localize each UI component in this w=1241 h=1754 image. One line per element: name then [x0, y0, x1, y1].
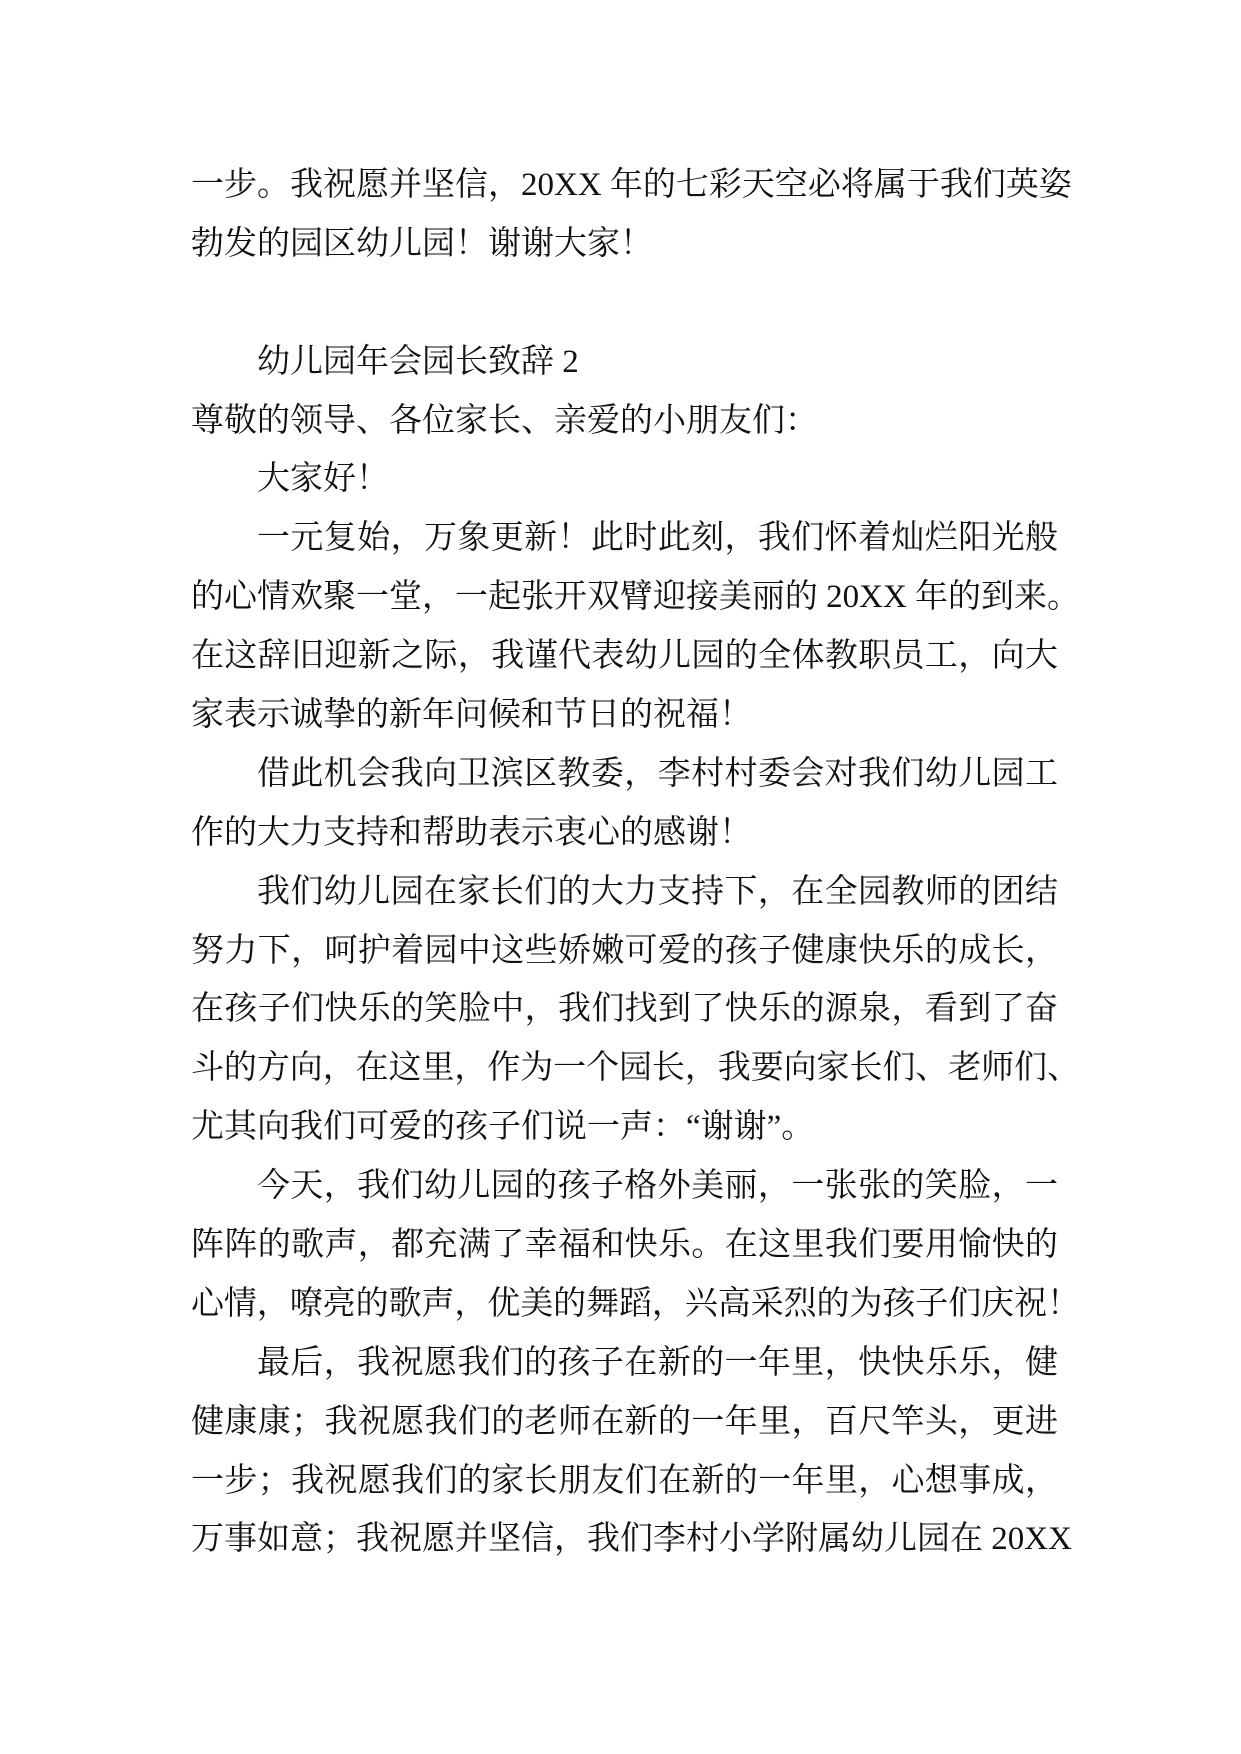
text-line: 努力下，呵护着园中这些娇嫩可爱的孩子健康快乐的成长， — [191, 932, 1059, 969]
text-line: 的心情欢聚一堂，一起张开双臂迎接美丽的 20XX 年的到来。 — [191, 579, 1080, 616]
salutation: 尊敬的领导、各位家长、亲爱的小朋友们： — [191, 402, 818, 439]
paragraph-celebration — [191, 1157, 1080, 1334]
text-line: 大家好！ — [257, 461, 389, 498]
text-line: 尤其向我们可爱的孩子们说一声：“谢谢”。 — [191, 1109, 815, 1146]
text-line: 我们幼儿园在家长们的大力支持下，在全园教师的团结 — [257, 873, 1059, 910]
paragraph-new-year — [191, 509, 1080, 745]
text-line: 一元复始，万象更新！此时此刻，我们怀着灿烂阳光般 — [257, 520, 1059, 557]
text-line: 家表示诚挚的新年问候和节日的祝福！ — [191, 697, 752, 734]
section-heading: 幼儿园年会园长致辞 2 — [257, 343, 579, 380]
text-line: 心情，嘹亮的歌声，优美的舞蹈，兴高采烈的为孩子们庆祝！ — [191, 1285, 1080, 1322]
text-line: 在孩子们快乐的笑脸中，我们找到了快乐的源泉，看到了奋 — [191, 991, 1059, 1028]
text-line: 阵阵的歌声，都充满了幸福和快乐。在这里我们要用愉快的 — [191, 1227, 1059, 1264]
text-line: 一步。我祝愿并坚信，20XX 年的七彩天空必将属于我们英姿 — [191, 167, 1072, 203]
text-line: 一步；我祝愿我们的家长朋友们在新的一年里，心想事成， — [191, 1462, 1059, 1499]
text-line: 斗的方向，在这里，作为一个园长，我要向家长们、老师们、 — [191, 1050, 1080, 1087]
paragraph-thanks — [191, 745, 1058, 863]
text-line: 今天，我们幼儿园的孩子格外美丽，一张张的笑脸，一 — [257, 1168, 1059, 1205]
page-body — [191, 156, 1080, 1569]
paragraph-greeting — [191, 450, 1058, 509]
text-line: 健康康；我祝愿我们的老师在新的一年里，百尺竿头，更进 — [191, 1403, 1059, 1440]
text-line: 作的大力支持和帮助表示衷心的感谢！ — [191, 814, 752, 851]
text-line: 最后，我祝愿我们的孩子在新的一年里，快快乐乐，健 — [257, 1344, 1059, 1381]
text-line: 借此机会我向卫滨区教委，李村村委会对我们幼儿园工 — [257, 755, 1059, 792]
text-line: 在这辞旧迎新之际，我谨代表幼儿园的全体教职员工，向大 — [191, 638, 1059, 675]
continued-paragraph — [191, 156, 1072, 274]
text-line: 勃发的园区幼儿园！谢谢大家！ — [191, 225, 653, 262]
paragraph-growth — [191, 863, 1080, 1157]
paragraph-wishes — [191, 1334, 1072, 1570]
text-line: 万事如意；我祝愿并坚信，我们李村小学附属幼儿园在 20XX — [191, 1521, 1072, 1558]
